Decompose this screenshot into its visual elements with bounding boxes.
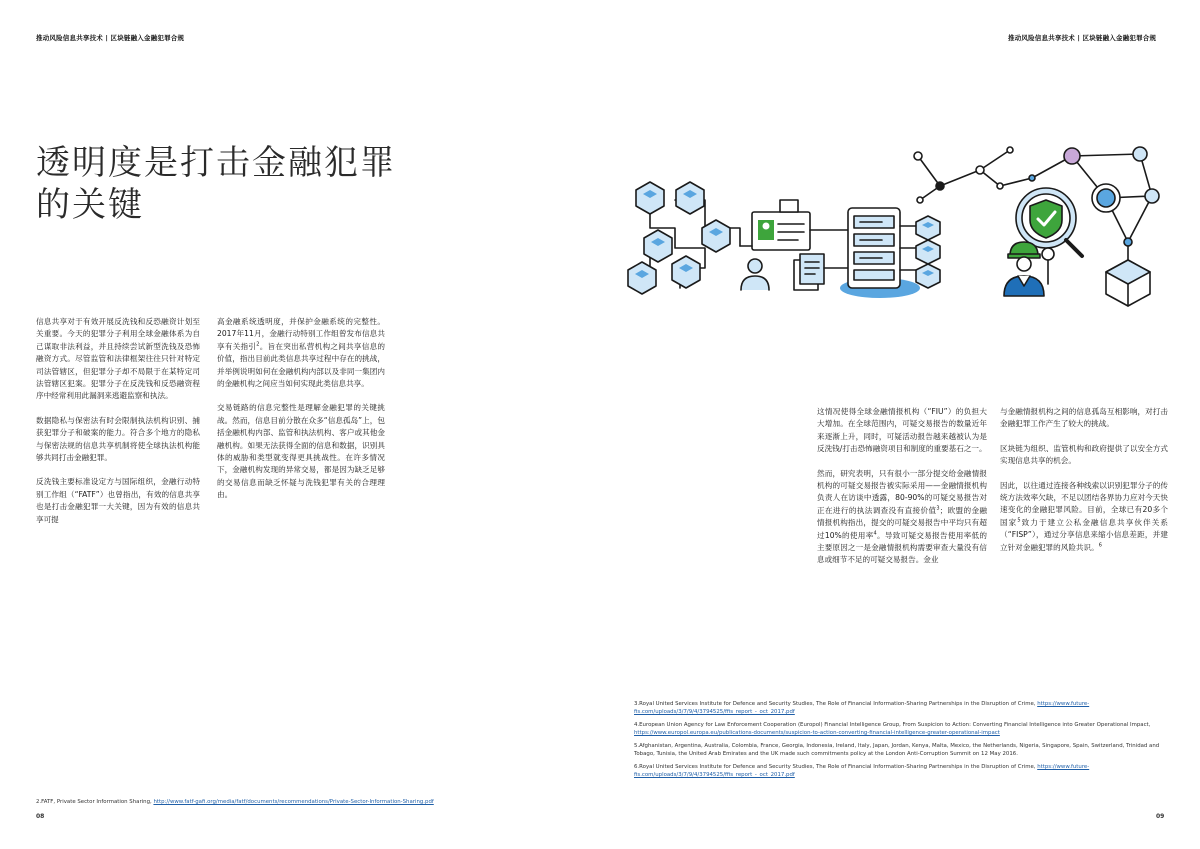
paragraph — [1000, 480, 1168, 554]
paragraph-text: 。导致可疑交易报告使用率低的主要原因之一是金融情报机构需要审查大量没有信息或细节不足的可疑交易报告。金业 — [817, 530, 987, 565]
person-icon — [741, 259, 769, 290]
network-illustration — [620, 138, 1172, 308]
footnote-5: 5.Afghanistan, Argentina, Australia, Colombia, France, Georgia, Indonesia, Ireland, Italy, Japan, Jordan, Kenya, Malta, Mexico, the Netherlands, Nigeria, Singapore, Spain, Switzerland, Trinidad and Tobago, Tunisia, the United Arab Emirates and the UK made such commitments policy at the London Anti-Corruption Summit on 12 May 2016. — [634, 743, 1160, 757]
footnote-4 — [634, 721, 1170, 737]
paragraph: 区块链为组织、监管机构和政府提供了以安全方式实现信息共享的机会。 — [1000, 443, 1168, 466]
blockchain-cubes-icon — [628, 182, 740, 294]
paragraph — [817, 468, 987, 567]
footnote-link[interactable]: https://www.europol.europa.eu/publications-documents/suspicion-to-action-converting-financial-intelligence-greater-operational-impact — [634, 730, 1000, 736]
text-column-4 — [1000, 406, 1168, 566]
footnote-link[interactable]: https://www.future-fis.com/uploads/3/7/9/4/3794525/ffis_report_-_oct_2017.pdf — [634, 701, 1090, 715]
footnote-ref[interactable]: 6 — [1098, 542, 1102, 549]
title-line-2: 的关键 — [36, 185, 144, 225]
footnote-ref[interactable]: 4 — [873, 530, 877, 537]
text-column-3 — [817, 406, 987, 579]
footnotes-right — [634, 700, 1170, 784]
running-header-left: 推动风险信息共享技术 | 区块链融入金融犯罪合规 — [36, 34, 185, 42]
paragraph-text: ；欧盟的金融情报机构指出，提交的可疑交易报告中平均只有超过10%的使用率 — [817, 505, 988, 540]
paragraph-text: 然而，研究表明，只有很小一部分提交给金融情报机构的可疑交易报告被实际采用——金融情报机构负责人在访谈中透露，80-90%的可疑交易报告对正在进行的执法调查没有直接价值 — [817, 468, 987, 515]
footnote-link[interactable]: https://www.future-fis.com/uploads/3/7/9/4/3794525/ffis_report_-_oct_2017.pdf — [634, 764, 1090, 778]
text-column-1 — [36, 316, 200, 538]
footnote-ref[interactable]: 3 — [936, 505, 940, 512]
footnote-6 — [634, 763, 1170, 779]
server-database-icon — [840, 208, 920, 298]
footnote-3 — [634, 700, 1170, 716]
footnote-2 — [36, 798, 556, 806]
paragraph: 交易链路的信息完整性是理解金融犯罪的关键挑战。然而，信息目前分散在众多“信息孤岛”上，包括金融机构内部、监管和执法机构、客户或其他金融机构。如果无法获得全面的信息和数据，识别具体的威胁和类型就变得更具挑战性。在许多情况下，金融机构发现的异常交易，都是因为缺乏足够的交易信息而缺乏怀疑与洗钱犯罪有关的合理理由。 — [217, 403, 385, 500]
paragraph-text: 高金融系统透明度，并保护金融系统的完整性。2017年11月，金融行动特别工作组曾发布信息共享有关指引 — [217, 317, 385, 351]
paragraph: 反洗钱主要标准设定方与国际组织，金融行动特别工作组（“FATF”）也曾指出，有效的信息共享也是打击金融犯罪一大关键，因为有效的信息共享可提 — [36, 477, 200, 524]
footnote-text: 3.Royal United Services Institute for Defence and Security Studies, The Role of Financial Information-Sharing Partnerships in the Disruption of Crime, — [634, 701, 1038, 707]
footnote-ref[interactable]: 5 — [1017, 517, 1021, 524]
footnote-text: 4.European Union Agency for Law Enforcement Cooperation (Europol) Financial Intelligence Group, From Suspicion to Action: Converting Financial Intelligence into Greater Operational Impact, — [634, 722, 1151, 728]
paragraph — [217, 316, 385, 390]
text-column-2 — [217, 316, 385, 514]
documents-icon — [794, 254, 824, 290]
paragraph-text: 致力于建立公私金融信息共享伙伴关系（“FISP”），通过分享信息来缩小信息差距，并建立针对金融犯罪的风险共识。 — [1000, 517, 1169, 552]
worker-icon — [1004, 242, 1054, 296]
footnote-text: 2.FATF, Private Sector Information Sharing, — [36, 799, 154, 805]
paragraph: 信息共享对于有效开展反洗钱和反恐融资计划至关重要。今天的犯罪分子利用全球金融体系为自己谋取非法利益，并且持续尝试新型洗钱及恐怖融资方式。尽管监管和法律框架往往只针对特定司法管辖区，但犯罪分子却不局限于在某特定司法管辖区犯案。犯罪分子在反洗钱和反恐融资程序中经常利用此漏洞来逃避监察和执法。 — [36, 317, 200, 401]
paragraph-text: 因此，以往通过连接各种线索以识别犯罪分子的传统方法效率欠缺，不足以团结各界协力应对今天快速变化的金融犯罪风险。目前，全球已有20多个国家 — [1000, 480, 1168, 527]
title-line-1: 透明度是打击金融犯罪 — [36, 143, 396, 183]
page-number-left: 08 — [36, 813, 45, 820]
paragraph-text: 。旨在突出私营机构之间共享信息的价值，指出目前此类信息共享过程中存在的挑战，并举例说明如何在金融机构内部以及非同一集团内的金融机构之间应当如何实现此类信息共享。 — [217, 341, 386, 389]
running-header-right: 推动风险信息共享技术 | 区块链融入金融犯罪合规 — [1008, 34, 1157, 42]
data-cube-icon — [1106, 246, 1150, 306]
page-number-right: 09 — [1156, 813, 1165, 820]
data-blocks-icon — [900, 216, 940, 288]
footnote-ref[interactable]: 2 — [256, 341, 260, 348]
footnote-link[interactable]: http://www.fatf-gafi.org/media/fatf/documents/recommendations/Private-Sector-Information-Sharing.pdf — [153, 799, 434, 805]
paragraph: 数据隐私与保密法有时会限制执法机构识别、捕获犯罪分子和破案的能力。符合多个地方的隐私与保密法规的信息共享机制将使全球执法机构能够共同打击金融犯罪。 — [36, 415, 200, 463]
id-card-icon — [752, 200, 810, 250]
paragraph: 这情况使得全球金融情报机构（“FIU”）的负担大大增加。在全球范围内，可疑交易报告的数量近年来逐渐上升，同时，可疑活动报告越来越被认为是反洗钱/打击恐怖融资项目和制度的重要基石之一。 — [817, 407, 987, 454]
page-title — [36, 142, 456, 226]
footnote-text: 6.Royal United Services Institute for Defence and Security Studies, The Role of Financial Information-Sharing Partnerships in the Disruption of Crime, — [634, 764, 1038, 770]
paragraph: 与金融情报机构之间的信息孤岛互相影响，对打击金融犯罪工作产生了较大的挑战。 — [1000, 407, 1168, 429]
